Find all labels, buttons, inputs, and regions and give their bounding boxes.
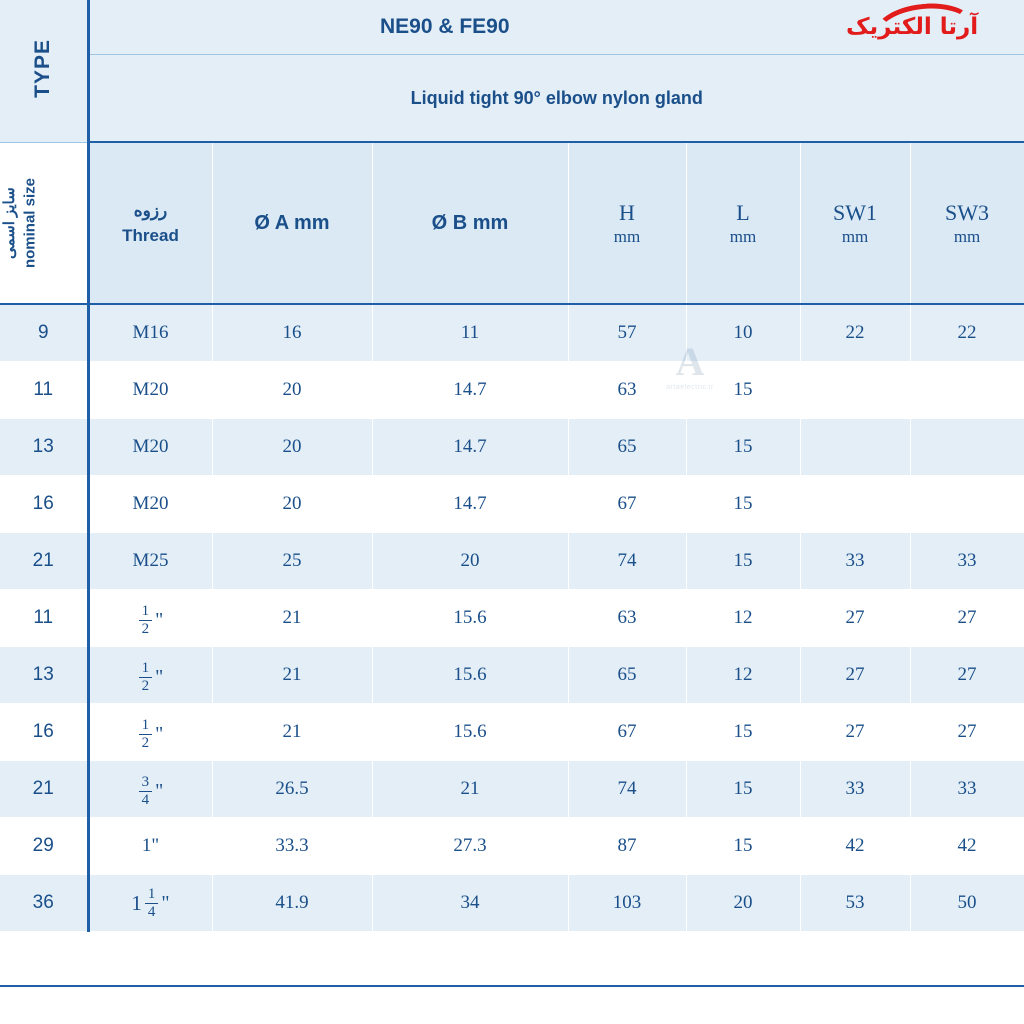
cell-nominal-size: 16 <box>0 476 88 533</box>
cell-dia-b: 15.6 <box>372 590 568 647</box>
cell-dia-a: 20 <box>212 362 372 419</box>
cell-dia-b: 20 <box>372 533 568 590</box>
cell-sw3 <box>910 362 1024 419</box>
cell-dia-a: 26.5 <box>212 761 372 818</box>
cell-nominal-size: 16 <box>0 704 88 761</box>
cell-nominal-size: 11 <box>0 362 88 419</box>
dia-a-label: Ø A mm <box>254 211 330 234</box>
cell-sw1: 42 <box>800 818 910 875</box>
cell-l: 15 <box>686 476 800 533</box>
col-thread <box>88 142 212 304</box>
cell-thread <box>88 704 212 761</box>
cell-nominal-size: 11 <box>0 590 88 647</box>
h-label <box>569 199 686 248</box>
table-row <box>0 818 1024 875</box>
cell-dia-a: 25 <box>212 533 372 590</box>
product-description-cell: Liquid tight 90° elbow nylon gland <box>88 55 1024 143</box>
cell-sw3: 33 <box>910 533 1024 590</box>
cell-h: 103 <box>568 875 686 932</box>
table-row <box>0 476 1024 533</box>
thread-fraction <box>139 775 153 808</box>
thread-numerator: 1 <box>145 887 159 904</box>
col-dia-b <box>372 142 568 304</box>
cell-sw1 <box>800 419 910 476</box>
cell-sw3: 22 <box>910 304 1024 362</box>
cell-thread <box>88 875 212 932</box>
nominal-size-label <box>0 178 41 268</box>
cell-dia-a: 21 <box>212 704 372 761</box>
thread-denominator: 2 <box>141 678 150 694</box>
cell-thread <box>88 647 212 704</box>
watermark-text: artaelectric.ir <box>666 384 714 391</box>
cell-sw1: 33 <box>800 533 910 590</box>
table-row <box>0 590 1024 647</box>
inch-mark: " <box>161 891 170 914</box>
cell-dia-b: 14.7 <box>372 362 568 419</box>
cell-dia-b: 14.7 <box>372 476 568 533</box>
cell-nominal-size: 29 <box>0 818 88 875</box>
thread-numerator: 1 <box>139 661 153 678</box>
table-row <box>0 761 1024 818</box>
dia-b-label: Ø B mm <box>431 211 509 234</box>
cell-dia-b: 15.6 <box>372 704 568 761</box>
cell-h: 57 <box>568 304 686 362</box>
table-row <box>0 875 1024 932</box>
col-nominal-size <box>0 142 88 304</box>
thread-whole: 1 <box>131 890 142 915</box>
cell-thread <box>88 761 212 818</box>
thread-fraction <box>139 661 153 694</box>
table-row <box>0 419 1024 476</box>
cell-nominal-size: 13 <box>0 647 88 704</box>
cell-sw3 <box>910 419 1024 476</box>
cell-nominal-size: 9 <box>0 304 88 362</box>
col-h <box>568 142 686 304</box>
column-header-row <box>0 142 1024 304</box>
cell-l: 12 <box>686 590 800 647</box>
cell-dia-a: 21 <box>212 590 372 647</box>
cell-nominal-size: 36 <box>0 875 88 932</box>
cell-sw1: 33 <box>800 761 910 818</box>
cell-thread: M20 <box>88 419 212 476</box>
table-row <box>0 533 1024 590</box>
table-row <box>0 304 1024 362</box>
cell-sw1: 27 <box>800 647 910 704</box>
col-dia-a <box>212 142 372 304</box>
bottom-divider <box>0 985 1024 987</box>
cell-sw3 <box>910 476 1024 533</box>
cell-dia-a: 41.9 <box>212 875 372 932</box>
cell-dia-a: 21 <box>212 647 372 704</box>
h-unit: mm <box>613 227 641 247</box>
cell-sw3: 33 <box>910 761 1024 818</box>
cell-h: 74 <box>568 533 686 590</box>
thread-denominator: 2 <box>141 621 150 637</box>
sw1-label <box>801 199 910 248</box>
col-sw1 <box>800 142 910 304</box>
type-header-cell <box>0 0 88 142</box>
sw3-unit: mm <box>953 227 981 247</box>
col-sw3 <box>910 142 1024 304</box>
logo-text: آرتا الکتریک <box>845 14 979 40</box>
cell-sw3: 27 <box>910 704 1024 761</box>
cell-thread: M25 <box>88 533 212 590</box>
cell-thread: M16 <box>88 304 212 362</box>
cell-h: 87 <box>568 818 686 875</box>
cell-sw1 <box>800 476 910 533</box>
table-row <box>0 647 1024 704</box>
inch-mark: " <box>155 609 164 631</box>
cell-l: 15 <box>686 419 800 476</box>
cell-sw3: 27 <box>910 647 1024 704</box>
cell-thread: 1" <box>88 818 212 875</box>
thread-fa: رزوه <box>133 200 168 220</box>
cell-sw1: 22 <box>800 304 910 362</box>
l-symbol: L <box>736 199 750 225</box>
inch-mark: " <box>155 723 164 745</box>
cell-dia-b: 34 <box>372 875 568 932</box>
cell-dia-a: 16 <box>212 304 372 362</box>
logo-mark <box>832 4 992 50</box>
brand-logo <box>800 0 1024 55</box>
cell-sw1: 53 <box>800 875 910 932</box>
cell-dia-a: 20 <box>212 476 372 533</box>
thread-denominator: 2 <box>141 735 150 751</box>
inch-mark: " <box>155 780 164 802</box>
cell-sw1 <box>800 362 910 419</box>
thread-fraction <box>139 604 153 637</box>
l-label <box>687 199 800 248</box>
cell-dia-a: 33.3 <box>212 818 372 875</box>
product-code-cell: NE90 & FE90 <box>88 0 800 55</box>
thread-en: Thread <box>122 226 179 245</box>
cell-thread: M20 <box>88 476 212 533</box>
cell-sw1: 27 <box>800 704 910 761</box>
cell-sw1: 27 <box>800 590 910 647</box>
cell-h: 63 <box>568 590 686 647</box>
cell-nominal-size: 13 <box>0 419 88 476</box>
cell-l: 12 <box>686 647 800 704</box>
cell-dia-b: 15.6 <box>372 647 568 704</box>
cell-l: 15 <box>686 533 800 590</box>
cell-l: 15 <box>686 818 800 875</box>
cell-l: 20 <box>686 875 800 932</box>
type-label: TYPE <box>31 38 55 98</box>
sw1-unit: mm <box>841 227 869 247</box>
cell-h: 65 <box>568 419 686 476</box>
cell-dia-b: 14.7 <box>372 419 568 476</box>
cell-l: 15 <box>686 704 800 761</box>
cell-sw3: 27 <box>910 590 1024 647</box>
cell-l: 15 <box>686 761 800 818</box>
thread-numerator: 1 <box>139 718 153 735</box>
table-row <box>0 362 1024 419</box>
cell-dia-b: 11 <box>372 304 568 362</box>
description-row <box>0 55 1024 143</box>
title-row <box>0 0 1024 55</box>
col-l <box>686 142 800 304</box>
thread-fraction <box>139 718 153 751</box>
cell-sw3: 50 <box>910 875 1024 932</box>
cell-l: 15 <box>686 362 800 419</box>
thread-numerator: 1 <box>139 604 153 621</box>
cell-dia-b: 21 <box>372 761 568 818</box>
thread-denominator: 4 <box>141 792 150 808</box>
cell-nominal-size: 21 <box>0 533 88 590</box>
cell-h: 67 <box>568 704 686 761</box>
table-body <box>0 304 1024 932</box>
sw3-label <box>911 199 1024 248</box>
nominal-size-en: nominal size <box>21 177 39 268</box>
cell-thread: M20 <box>88 362 212 419</box>
cell-nominal-size: 21 <box>0 761 88 818</box>
table-row <box>0 704 1024 761</box>
watermark-letter: A <box>675 339 705 384</box>
cell-l: 10 <box>686 304 800 362</box>
sw1-symbol: SW1 <box>833 199 878 225</box>
cell-thread <box>88 590 212 647</box>
thread-fraction <box>145 887 159 920</box>
cell-dia-a: 20 <box>212 419 372 476</box>
cell-h: 63 <box>568 362 686 419</box>
cell-h: 65 <box>568 647 686 704</box>
nominal-size-fa: سایز اسمی <box>1 186 18 259</box>
inch-mark: " <box>155 666 164 688</box>
cell-h: 74 <box>568 761 686 818</box>
sw3-symbol: SW3 <box>945 199 990 225</box>
thread-label <box>90 198 212 249</box>
cell-h: 67 <box>568 476 686 533</box>
cell-sw3: 42 <box>910 818 1024 875</box>
h-symbol: H <box>619 199 635 225</box>
l-unit: mm <box>729 227 757 247</box>
thread-numerator: 3 <box>139 775 153 792</box>
thread-denominator: 4 <box>147 903 156 920</box>
cell-dia-b: 27.3 <box>372 818 568 875</box>
